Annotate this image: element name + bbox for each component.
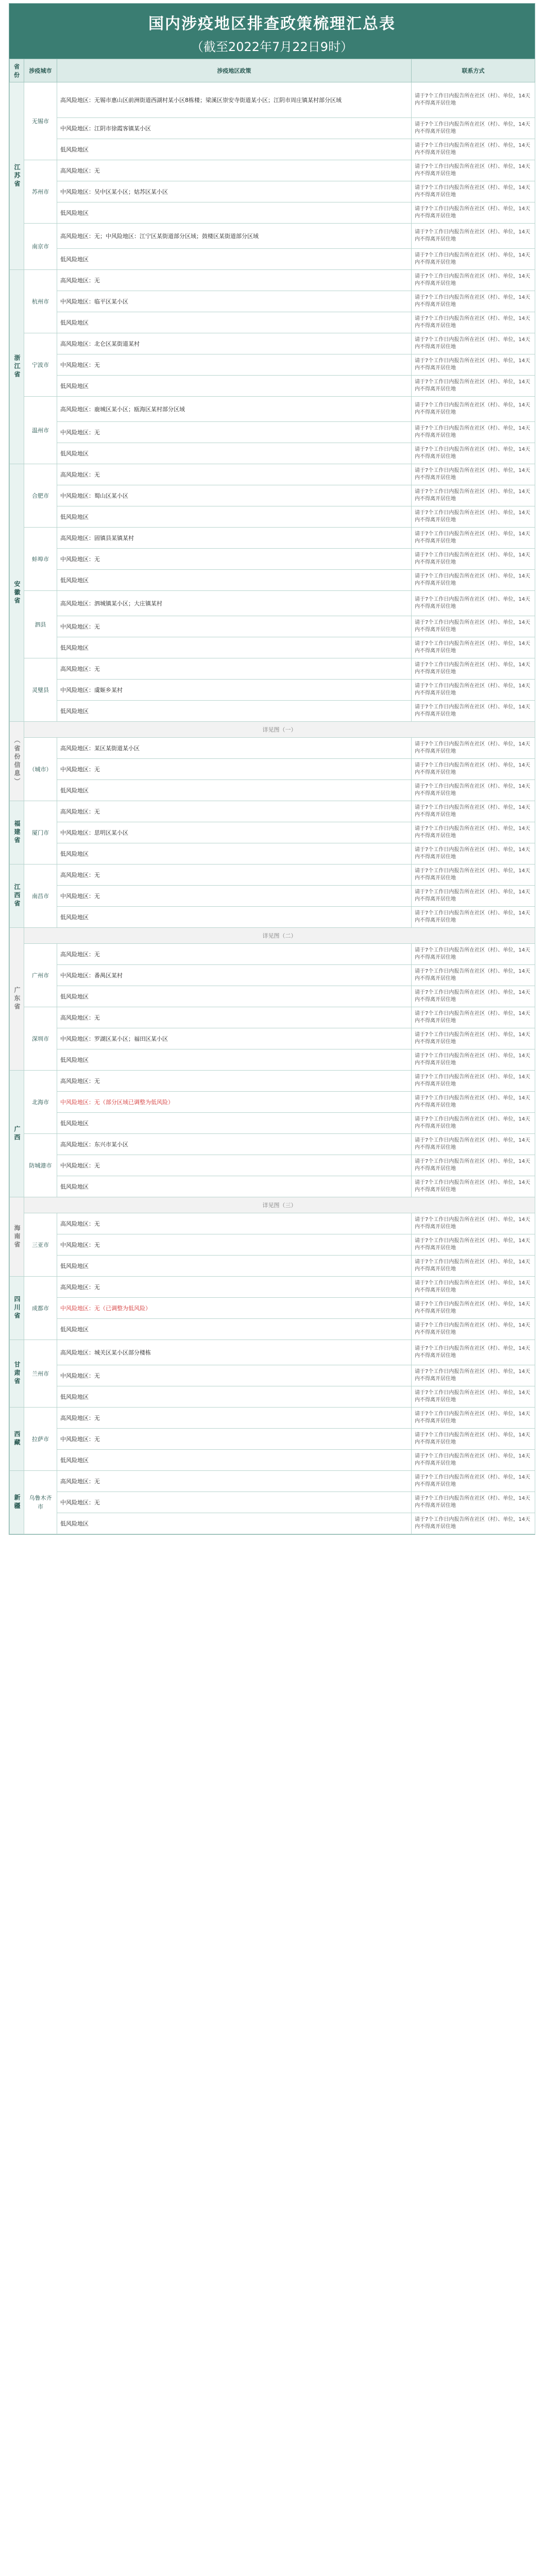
city-cell: 拉萨市: [24, 1408, 57, 1471]
table-row: [10, 1155, 535, 1176]
city-cell: 合肥市: [24, 464, 57, 528]
contact-cell: 请于7个工作日内报告所在社区（村）、单位，14天内不得离开居住地: [412, 1429, 535, 1450]
table-row: [10, 1408, 535, 1429]
table-row: [10, 528, 535, 549]
contact-cell: 请于7个工作日内报告所在社区（村）、单位，14天内不得离开居住地: [412, 160, 535, 181]
policy-cell: 中风险地区：无: [57, 886, 412, 907]
city-cell: 乌鲁木齐市: [24, 1471, 57, 1534]
city-cell: 苏州市: [24, 160, 57, 224]
table-row: [10, 485, 535, 506]
contact-cell: 请于7个工作日内报告所在社区（村）、单位，14天内不得离开居住地: [412, 843, 535, 865]
contact-cell: 请于7个工作日内报告所在社区（村）、单位，14天内不得离开居住地: [412, 1113, 535, 1134]
policy-cell: 中风险地区：无: [57, 759, 412, 780]
document-title: 国内涉疫地区排查政策梳理汇总表: [148, 15, 396, 33]
contact-cell: 请于7个工作日内报告所在社区（村）、单位，14天内不得离开居住地: [412, 1256, 535, 1277]
table-row: [10, 865, 535, 886]
table-row: [10, 1092, 535, 1113]
policy-summary-document: [9, 3, 535, 1535]
policy-cell: 中风险地区：蜀山区某小区: [57, 485, 412, 506]
city-cell: 无锡市: [24, 82, 57, 160]
table-row: [10, 1492, 535, 1513]
policy-cell: 中风险地区：无: [57, 1365, 412, 1386]
province-cell: 海南省: [10, 1197, 24, 1277]
table-row: [10, 1213, 535, 1234]
policy-cell: 高风险地区：无；中风险地区：江宁区某街道部分区域；鼓楼区某街道部分区域: [57, 224, 412, 249]
policy-cell: 高风险地区：无: [57, 1071, 412, 1092]
contact-cell: 请于7个工作日内报告所在社区（村）、单位，14天内不得离开居住地: [412, 1471, 535, 1492]
table-row: [10, 118, 535, 139]
contact-cell: 请于7个工作日内报告所在社区（村）、单位，14天内不得离开居住地: [412, 397, 535, 422]
grey-note: 详见图（三）: [24, 1197, 535, 1213]
city-cell: 深圳市: [24, 1007, 57, 1071]
table-row: [10, 738, 535, 759]
policy-cell: 高风险地区：无: [57, 801, 412, 822]
contact-cell: 请于7个工作日内报告所在社区（村）、单位，14天内不得离开居住地: [412, 944, 535, 965]
grey-note-row: [10, 928, 535, 944]
table-row: [10, 570, 535, 591]
policy-cell: 中风险地区：无: [57, 549, 412, 570]
contact-cell: 请于7个工作日内报告所在社区（村）、单位，14天内不得离开居住地: [412, 658, 535, 680]
table-row: [10, 139, 535, 160]
policy-table: [9, 59, 535, 1534]
table-row: [10, 1277, 535, 1298]
table-row: [10, 701, 535, 722]
policy-cell: 中风险地区：无: [57, 354, 412, 376]
contact-cell: 请于7个工作日内报告所在社区（村）、单位，14天内不得离开居住地: [412, 118, 535, 139]
policy-cell: 低风险地区: [57, 506, 412, 528]
policy-cell: 高风险地区：东兴市某小区: [57, 1134, 412, 1155]
policy-cell: 低风险地区: [57, 907, 412, 928]
table-row: [10, 1471, 535, 1492]
policy-cell: 中风险地区：无: [57, 1155, 412, 1176]
policy-cell: 高风险地区：无: [57, 1277, 412, 1298]
table-row: [10, 1340, 535, 1365]
policy-cell: 低风险地区: [57, 570, 412, 591]
city-cell: 杭州市: [24, 270, 57, 333]
policy-cell: 低风险地区: [57, 1176, 412, 1197]
policy-cell: 低风险地区: [57, 1049, 412, 1071]
policy-cell: 低风险地区: [57, 986, 412, 1007]
grey-note-row: [10, 1197, 535, 1213]
contact-cell: 请于7个工作日内报告所在社区（村）、单位，14天内不得离开居住地: [412, 333, 535, 354]
contact-cell: 请于7个工作日内报告所在社区（村）、单位，14天内不得离开居住地: [412, 822, 535, 843]
city-cell: （城市）: [24, 738, 57, 801]
policy-cell: 高风险地区：无锡市惠山区前洲街道西湖村某小区8栋楼；梁溪区崇安寺街道某小区；江阴市周庄镇某村部分区域: [57, 82, 412, 118]
table-row: [10, 1429, 535, 1450]
contact-cell: 请于7个工作日内报告所在社区（村）、单位，14天内不得离开居住地: [412, 291, 535, 312]
contact-cell: 请于7个工作日内报告所在社区（村）、单位，14天内不得离开居住地: [412, 1277, 535, 1298]
policy-cell: 中风险地区：思明区某小区: [57, 822, 412, 843]
contact-cell: 请于7个工作日内报告所在社区（村）、单位，14天内不得离开居住地: [412, 224, 535, 249]
table-row: [10, 1256, 535, 1277]
contact-cell: 请于7个工作日内报告所在社区（村）、单位，14天内不得离开居住地: [412, 312, 535, 333]
table-row: [10, 591, 535, 616]
policy-cell: 高风险地区：某区某街道某小区: [57, 738, 412, 759]
province-cell: 新疆: [10, 1471, 24, 1534]
table-row: [10, 506, 535, 528]
table-row: [10, 422, 535, 443]
table-body: [10, 82, 535, 1534]
province-cell: 安徽省: [10, 464, 24, 722]
province-cell: 甘肃省: [10, 1340, 24, 1408]
policy-cell: 低风险地区: [57, 1450, 412, 1471]
city-cell: 北海市: [24, 1071, 57, 1134]
contact-cell: 请于7个工作日内报告所在社区（村）、单位，14天内不得离开居住地: [412, 986, 535, 1007]
document-subtitle: （截至2022年7月22日9时）: [191, 40, 353, 54]
table-row: [10, 1113, 535, 1134]
city-cell: 温州市: [24, 397, 57, 464]
policy-cell: 低风险地区: [57, 312, 412, 333]
contact-cell: 请于7个工作日内报告所在社区（村）、单位，14天内不得离开居住地: [412, 1340, 535, 1365]
contact-cell: 请于7个工作日内报告所在社区（村）、单位，14天内不得离开居住地: [412, 1092, 535, 1113]
contact-cell: 请于7个工作日内报告所在社区（村）、单位，14天内不得离开居住地: [412, 886, 535, 907]
policy-cell: 高风险地区：无: [57, 270, 412, 291]
table-row: [10, 801, 535, 822]
table-row: [10, 1298, 535, 1319]
table-row: [10, 637, 535, 658]
province-cell: 江西省: [10, 865, 24, 928]
city-cell: 南京市: [24, 224, 57, 270]
city-cell: 兰州市: [24, 1340, 57, 1408]
contact-cell: 请于7个工作日内报告所在社区（村）、单位，14天内不得离开居住地: [412, 591, 535, 616]
contact-cell: 请于7个工作日内报告所在社区（村）、单位，14天内不得离开居住地: [412, 139, 535, 160]
title-band: [9, 4, 535, 59]
province-cell: （省份信息）: [10, 722, 24, 801]
contact-cell: 请于7个工作日内报告所在社区（村）、单位，14天内不得离开居住地: [412, 202, 535, 224]
policy-cell: 低风险地区: [57, 443, 412, 464]
contact-cell: 请于7个工作日内报告所在社区（村）、单位，14天内不得离开居住地: [412, 1319, 535, 1340]
policy-cell: 高风险地区：北仑区某街道某村: [57, 333, 412, 354]
contact-cell: 请于7个工作日内报告所在社区（村）、单位，14天内不得离开居住地: [412, 549, 535, 570]
table-row: [10, 464, 535, 485]
table-row: [10, 1319, 535, 1340]
table-row: [10, 907, 535, 928]
city-cell: 泗县: [24, 591, 57, 658]
table-row: [10, 1071, 535, 1092]
contact-cell: 请于7个工作日内报告所在社区（村）、单位，14天内不得离开居住地: [412, 1213, 535, 1234]
policy-cell: 中风险地区：吴中区某小区；姑苏区某小区: [57, 181, 412, 202]
policy-cell: 高风险地区：无: [57, 865, 412, 886]
city-cell: 宁波市: [24, 333, 57, 397]
column-header-policy: 涉疫地区政策: [57, 59, 412, 82]
contact-cell: 请于7个工作日内报告所在社区（村）、单位，14天内不得离开居住地: [412, 780, 535, 801]
grey-note: 详见图（一）: [24, 722, 535, 738]
policy-cell: 中风险地区：番禺区某村: [57, 965, 412, 986]
city-cell: 厦门市: [24, 801, 57, 865]
policy-cell: 高风险地区：无: [57, 944, 412, 965]
column-header-province: 省份: [10, 59, 24, 82]
table-row: [10, 1176, 535, 1197]
policy-cell: 中风险地区：无（已调整为低风险）: [57, 1298, 412, 1319]
grey-note: 详见图（二）: [24, 928, 535, 944]
city-cell: 三亚市: [24, 1213, 57, 1277]
contact-cell: 请于7个工作日内报告所在社区（村）、单位，14天内不得离开居住地: [412, 422, 535, 443]
policy-cell: 中风险地区：江阴市徐霞客镇某小区: [57, 118, 412, 139]
policy-cell: 中风险地区：无: [57, 1234, 412, 1256]
table-row: [10, 886, 535, 907]
province-cell: 广东省: [10, 928, 24, 1071]
policy-cell: 低风险地区: [57, 637, 412, 658]
table-row: [10, 616, 535, 637]
policy-cell: 中风险地区：无: [57, 1492, 412, 1513]
table-header-row: [10, 59, 535, 82]
table-row: [10, 1049, 535, 1071]
table-row: [10, 160, 535, 181]
policy-cell: 低风险地区: [57, 843, 412, 865]
contact-cell: 请于7个工作日内报告所在社区（村）、单位，14天内不得离开居住地: [412, 1234, 535, 1256]
column-header-contact: 联系方式: [412, 59, 535, 82]
contact-cell: 请于7个工作日内报告所在社区（村）、单位，14天内不得离开居住地: [412, 1298, 535, 1319]
policy-cell: 低风险地区: [57, 701, 412, 722]
contact-cell: 请于7个工作日内报告所在社区（村）、单位，14天内不得离开居住地: [412, 616, 535, 637]
contact-cell: 请于7个工作日内报告所在社区（村）、单位，14天内不得离开居住地: [412, 759, 535, 780]
policy-cell: 高风险地区：无: [57, 1213, 412, 1234]
table-row: [10, 1365, 535, 1386]
contact-cell: 请于7个工作日内报告所在社区（村）、单位，14天内不得离开居住地: [412, 701, 535, 722]
policy-cell: 中风险地区：无: [57, 422, 412, 443]
contact-cell: 请于7个工作日内报告所在社区（村）、单位，14天内不得离开居住地: [412, 506, 535, 528]
table-row: [10, 202, 535, 224]
contact-cell: 请于7个工作日内报告所在社区（村）、单位，14天内不得离开居住地: [412, 1386, 535, 1408]
policy-cell: 低风险地区: [57, 1513, 412, 1534]
table-row: [10, 82, 535, 118]
table-row: [10, 1007, 535, 1028]
table-row: [10, 986, 535, 1007]
contact-cell: 请于7个工作日内报告所在社区（村）、单位，14天内不得离开居住地: [412, 82, 535, 118]
table-row: [10, 249, 535, 270]
contact-cell: 请于7个工作日内报告所在社区（村）、单位，14天内不得离开居住地: [412, 181, 535, 202]
contact-cell: 请于7个工作日内报告所在社区（村）、单位，14天内不得离开居住地: [412, 1007, 535, 1028]
city-cell: 防城港市: [24, 1134, 57, 1197]
contact-cell: 请于7个工作日内报告所在社区（村）、单位，14天内不得离开居住地: [412, 965, 535, 986]
contact-cell: 请于7个工作日内报告所在社区（村）、单位，14天内不得离开居住地: [412, 570, 535, 591]
city-cell: 成都市: [24, 1277, 57, 1340]
contact-cell: 请于7个工作日内报告所在社区（村）、单位，14天内不得离开居住地: [412, 528, 535, 549]
grey-note-row: [10, 722, 535, 738]
table-row: [10, 397, 535, 422]
policy-cell: 高风险地区：城关区某小区部分楼栋: [57, 1340, 412, 1365]
policy-cell: 低风险地区: [57, 1319, 412, 1340]
contact-cell: 请于7个工作日内报告所在社区（村）、单位，14天内不得离开居住地: [412, 1513, 535, 1534]
city-cell: 南昌市: [24, 865, 57, 928]
contact-cell: 请于7个工作日内报告所在社区（村）、单位，14天内不得离开居住地: [412, 1071, 535, 1092]
province-cell: 西藏: [10, 1408, 24, 1471]
contact-cell: 请于7个工作日内报告所在社区（村）、单位，14天内不得离开居住地: [412, 680, 535, 701]
province-cell: 广西: [10, 1071, 24, 1197]
policy-cell: 高风险地区：无: [57, 1471, 412, 1492]
contact-cell: 请于7个工作日内报告所在社区（村）、单位，14天内不得离开居住地: [412, 637, 535, 658]
contact-cell: 请于7个工作日内报告所在社区（村）、单位，14天内不得离开居住地: [412, 1492, 535, 1513]
contact-cell: 请于7个工作日内报告所在社区（村）、单位，14天内不得离开居住地: [412, 801, 535, 822]
table-row: [10, 1134, 535, 1155]
table-row: [10, 759, 535, 780]
table-row: [10, 181, 535, 202]
policy-cell: 低风险地区: [57, 1113, 412, 1134]
table-row: [10, 333, 535, 354]
policy-cell: 高风险地区：泗城镇某小区；大庄镇某村: [57, 591, 412, 616]
table-row: [10, 1450, 535, 1471]
policy-cell: 低风险地区: [57, 376, 412, 397]
contact-cell: 请于7个工作日内报告所在社区（村）、单位，14天内不得离开居住地: [412, 1049, 535, 1071]
contact-cell: 请于7个工作日内报告所在社区（村）、单位，14天内不得离开居住地: [412, 1028, 535, 1049]
table-row: [10, 965, 535, 986]
province-cell: 江苏省: [10, 82, 24, 270]
table-row: [10, 312, 535, 333]
contact-cell: 请于7个工作日内报告所在社区（村）、单位，14天内不得离开居住地: [412, 907, 535, 928]
contact-cell: 请于7个工作日内报告所在社区（村）、单位，14天内不得离开居住地: [412, 1408, 535, 1429]
province-cell: 福建省: [10, 801, 24, 865]
policy-cell: 低风险地区: [57, 139, 412, 160]
policy-cell: 中风险地区：罗湖区某小区；福田区某小区: [57, 1028, 412, 1049]
table-row: [10, 1513, 535, 1534]
policy-cell: 低风险地区: [57, 202, 412, 224]
contact-cell: 请于7个工作日内报告所在社区（村）、单位，14天内不得离开居住地: [412, 270, 535, 291]
policy-cell: 低风险地区: [57, 1386, 412, 1408]
table-row: [10, 658, 535, 680]
contact-cell: 请于7个工作日内报告所在社区（村）、单位，14天内不得离开居住地: [412, 376, 535, 397]
policy-cell: 中风险地区：临平区某小区: [57, 291, 412, 312]
table-row: [10, 443, 535, 464]
contact-cell: 请于7个工作日内报告所在社区（村）、单位，14天内不得离开居住地: [412, 1176, 535, 1197]
contact-cell: 请于7个工作日内报告所在社区（村）、单位，14天内不得离开居住地: [412, 1155, 535, 1176]
policy-cell: 高风险地区：鹿城区某小区；瓯海区某村部分区域: [57, 397, 412, 422]
policy-cell: 高风险地区：无: [57, 160, 412, 181]
policy-cell: 中风险地区：无: [57, 1429, 412, 1450]
contact-cell: 请于7个工作日内报告所在社区（村）、单位，14天内不得离开居住地: [412, 354, 535, 376]
table-row: [10, 1234, 535, 1256]
contact-cell: 请于7个工作日内报告所在社区（村）、单位，14天内不得离开居住地: [412, 443, 535, 464]
table-row: [10, 376, 535, 397]
contact-cell: 请于7个工作日内报告所在社区（村）、单位，14天内不得离开居住地: [412, 249, 535, 270]
table-row: [10, 822, 535, 843]
city-cell: 灵璧县: [24, 658, 57, 722]
table-row: [10, 549, 535, 570]
table-row: [10, 680, 535, 701]
table-row: [10, 780, 535, 801]
policy-cell: 低风险地区: [57, 1256, 412, 1277]
policy-cell: 中风险地区：无（部分区域已调整为低风险）: [57, 1092, 412, 1113]
policy-cell: 低风险地区: [57, 780, 412, 801]
table-row: [10, 944, 535, 965]
table-row: [10, 843, 535, 865]
policy-cell: 低风险地区: [57, 249, 412, 270]
table-row: [10, 1028, 535, 1049]
contact-cell: 请于7个工作日内报告所在社区（村）、单位，14天内不得离开居住地: [412, 1365, 535, 1386]
table-row: [10, 224, 535, 249]
policy-cell: 高风险地区：固镇县某镇某村: [57, 528, 412, 549]
policy-cell: 中风险地区：虞姬乡某村: [57, 680, 412, 701]
city-cell: 蚌埠市: [24, 528, 57, 591]
table-row: [10, 1386, 535, 1408]
contact-cell: 请于7个工作日内报告所在社区（村）、单位，14天内不得离开居住地: [412, 865, 535, 886]
contact-cell: 请于7个工作日内报告所在社区（村）、单位，14天内不得离开居住地: [412, 1134, 535, 1155]
policy-cell: 高风险地区：无: [57, 658, 412, 680]
policy-cell: 高风险地区：无: [57, 1408, 412, 1429]
city-cell: 广州市: [24, 944, 57, 1007]
table-row: [10, 270, 535, 291]
table-row: [10, 291, 535, 312]
table-row: [10, 354, 535, 376]
contact-cell: 请于7个工作日内报告所在社区（村）、单位，14天内不得离开居住地: [412, 485, 535, 506]
column-header-city: 涉疫城市: [24, 59, 57, 82]
policy-cell: 高风险地区：无: [57, 1007, 412, 1028]
province-cell: 浙江省: [10, 270, 24, 464]
policy-cell: 中风险地区：无: [57, 616, 412, 637]
contact-cell: 请于7个工作日内报告所在社区（村）、单位，14天内不得离开居住地: [412, 738, 535, 759]
contact-cell: 请于7个工作日内报告所在社区（村）、单位，14天内不得离开居住地: [412, 1450, 535, 1471]
contact-cell: 请于7个工作日内报告所在社区（村）、单位，14天内不得离开居住地: [412, 464, 535, 485]
province-cell: 四川省: [10, 1277, 24, 1340]
policy-cell: 高风险地区：无: [57, 464, 412, 485]
